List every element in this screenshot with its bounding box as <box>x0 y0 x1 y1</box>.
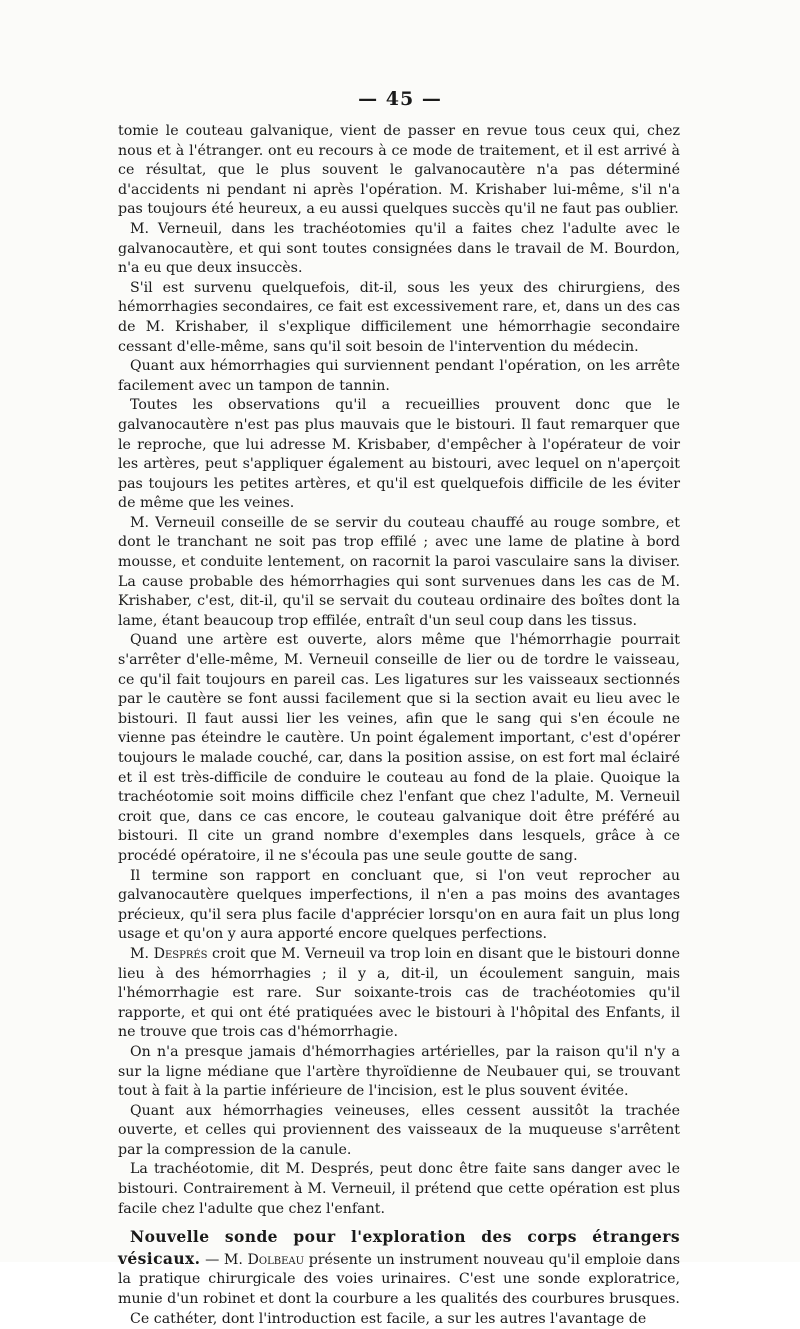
paragraph: Quant aux hémorrhagies veineuses, elles cessent aussitôt la trachée ouverte, et celles qui proviennent des vaisseaux de la muqueuse s'arrêtent par la compression de la canule. <box>118 1102 680 1158</box>
paragraph: Toutes les observations qu'il a recueillies prouvent donc que le galvanocautère n'est pas plus mauvais que le bistouri. Il faut remarquer que le reproche, que lui adresse M. Krisbaber, d'empêcher à l'opérateur de voir les artères, peut s'appliquer également au bistouri, avec lequel on n'aperçoit pas toujours les petites artères, et qu'il est quelquefois difficile de les éviter de même que les veines. <box>118 397 680 512</box>
section-heading: Nouvelle sonde pour l'exploration des corps étrangers vésicaux. <box>118 1227 680 1268</box>
paragraph: Ce cathéter, dont l'introduction est facile, a sur les autres l'avantage de <box>130 1310 647 1327</box>
paragraph-text: croit que M. Verneuil va trop loin en disant que le bistouri donne lieu à des hémorrhagies ; il y a, dit-il, un écoulement sanguin, mais l'hémorrhagie est rare. Sur soixante-trois cas de trachéotomies qu'il rapporte, et qui ont été pratiquées avec le bistouri à l'hôpital des Enfants, il ne trouve que trois cas d'hémorrhagie. <box>118 945 680 1041</box>
paragraph: M. Verneuil conseille de se servir du couteau chauffé au rouge sombre, et dont le tranchant ne soit pas trop effilé ; avec une lame de platine à bord mousse, et conduite lentement, on racornit la paroi vasculaire sans la diviser. La cause probable des hémorrhagies qui sont survenues dans les cas de M. Krishaber, c'est, dit-il, qu'il se servait du couteau ordinaire des boîtes dont la lame, étant beaucoup trop effilée, entraît d'un seul coup dans les tissus. <box>118 514 680 629</box>
paragraph: S'il est survenu quelquefois, dit-il, sous les yeux des chirurgiens, des hémorrhagies secondaires, ce fait est excessivement rare, et, dans un des cas de M. Krishaber, il s'explique difficilement une hémorrhagie secondaire cessant d'elle-même, sans qu'il soit besoin de l'intervention du médecin. <box>118 279 680 355</box>
page-number: — 45 — <box>358 88 442 110</box>
paragraph: La trachéotomie, dit M. Després, peut donc être faite sans danger avec le bistouri. Contrairement à M. Verneuil, il prétend que cette opération est plus facile chez l'adulte que chez l'enfant. <box>118 1161 680 1217</box>
section-dash: — <box>200 1251 224 1268</box>
paragraph: M. Verneuil, dans les trachéotomies qu'il a faites chez l'adulte avec le galvanocautère, et qui sont toutes consignées dans le travail de M. Bourdon, n'a eu que deux insuccès. <box>118 220 680 277</box>
speaker-name: M. Dolbeau <box>223 1251 305 1268</box>
paragraph-despres <box>118 945 680 1043</box>
paragraph: On n'a presque jamais d'hémorrhagies artérielles, par la raison qu'il n'y a sur la ligne médiane que l'artère thyroïdienne de Neubauer qui, se trouvant tout à fait à la partie inférieure de l'incision, est le plus souvent évitée. <box>118 1043 680 1100</box>
paragraph: Quant aux hémorrhagies qui surviennent pendant l'opération, on les arrête facilement avec un tampon de tannin. <box>118 358 680 394</box>
section-text: présente un instrument nouveau qu'il emploie dans la pratique chirurgicale des voies urinaires. C'est une sonde exploratrice, munie d'un robinet et dont la courbure a les qualités des courbures brusques. <box>118 1251 680 1308</box>
body-text <box>118 122 680 1329</box>
paragraph: Il termine son rapport en concluant que, si l'on veut reprocher au galvanocautère quelques imperfections, il n'en a pas moins des avantages précieux, qu'il sera plus facile d'apprécier lorsqu'on en aura fait un plus long usage et qu'on y aura apporté encore quelques perfections. <box>118 867 680 943</box>
paragraph: Quand une artère est ouverte, alors même que l'hémorrhagie pourrait s'arrêter d'elle-même, M. Verneuil conseille de lier ou de tordre le vaisseau, ce qu'il fait toujours en pareil cas. Les ligatures sur les vaisseaux sectionnés par le cautère se font aussi facilement que si la section avait eu lieu avec le bistouri. Il faut aussi lier les veines, afin que le sang qui s'en écoule ne vienne pas éteindre le cautère. Un point également important, c'est d'opérer toujours le malade couché, car, dans la position assise, on est fort mal éclairé et il est très-difficile de conduire le couteau au fond de la plaie. Quoique la trachéotomie soit moins difficile chez l'enfant que chez l'adulte, M. Verneuil croit que, dans ce cas encore, le couteau galvanique doit être préféré au bistouri. Il cite un grand nombre d'exemples dans lesquels, grâce à ce procédé opératoire, il ne s'écoula pas une seule goutte de sang. <box>118 632 680 864</box>
speaker-name: M. Després <box>130 945 208 962</box>
section-paragraph <box>118 1227 680 1309</box>
section-gap <box>118 1219 680 1227</box>
paragraph: tomie le couteau galvanique, vient de passer en revue tous ceux qui, chez nous et à l'étranger. ont eu recours à ce mode de traitement, et il est arrivé à ce résultat, que le plus souvent le galvanocautère n'a pas déterminé d'accidents ni pendant ni après l'opération. M. Krishaber lui-même, s'il n'a pas toujours été heureux, a eu aussi quelques succès qu'il ne faut pas oublier. <box>118 123 680 218</box>
